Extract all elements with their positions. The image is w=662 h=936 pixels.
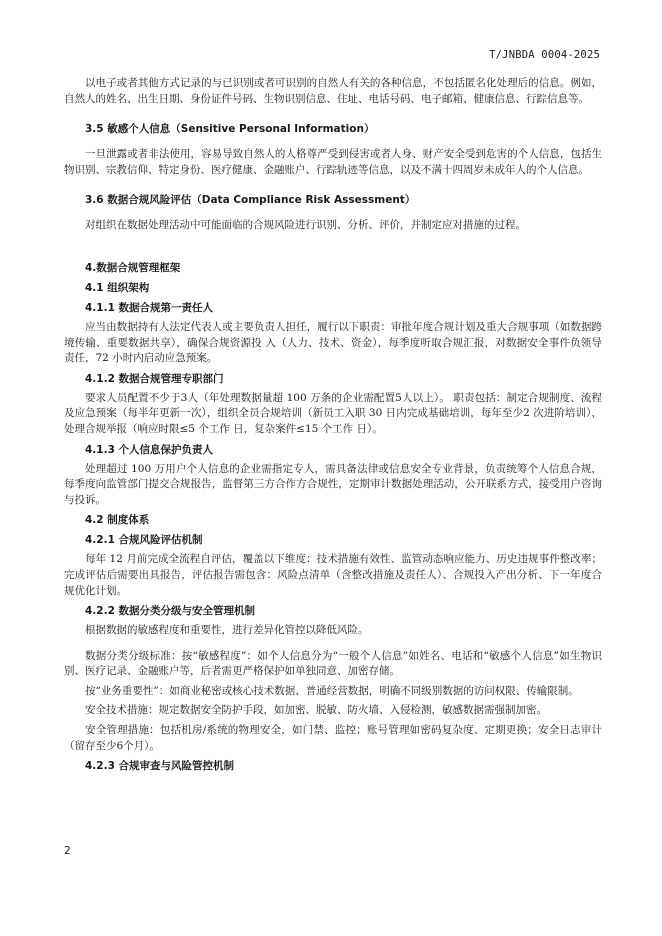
section-heading-4-2: 4.2 制度体系 [85,514,150,527]
section-heading-4-1-3: 4.1.3 个人信息保护负责人 [85,443,214,456]
section-4-1-3-paragraph: 处理超过 100 万用户个人信息的企业需指定专人，需具备法律或信息安全专业背景，负责统筹个人信息合规，每季度向监管部门提交合规报告，监督第三方合作方合规性，定期审计数据处理活动，公开联系方式，接受用户咨询与投诉。 [64,462,602,506]
page-body [64,76,602,774]
section-4-1-1-paragraph: 应当由数据持有人法定代表人或主要负责人担任，履行以下职责：审批年度合规计划及重大合规事项（如数据跨境传输、重要数据共享），确保合规资源投 入（人力、技术、资金），每季度听取合规汇报，对数据安全事件负领导责任，72 小时内启动应急预案。 [64,320,602,365]
document-standard-number: T/JNBDA 0004-2025 [489,49,600,61]
classification-standard-paragraph: 数据分类分级标准：按“敏感程度”：如个人信息分为“一般个人信息”如姓名、电话和“敏感个人信息”如生物识别、医疗记录、金融账户等，后者需更严格保护如单独同意、加密存储。 [64,649,602,678]
section-3-6-paragraph: 对组织在数据处理活动中可能面临的合规风险进行识别、分析、评价，并制定应对措施的过程。 [85,219,526,232]
security-technical-measures-paragraph: 安全技术措施：规定数据安全防护手段，如加密、脱敏、防火墙、入侵检测，敏感数据需强制加密。 [85,704,547,717]
section-heading-3-5: 3.5 敏感个人信息（Sensitive Personal Information） [85,123,375,136]
section-heading-3-6: 3.6 数据合规风险评估（Data Compliance Risk Assessment） [85,194,416,207]
section-heading-4-2-1: 4.2.1 合规风险评估机制 [85,534,203,547]
section-heading-4-1: 4.1 组织架构 [85,281,150,294]
definition-personal-information-paragraph: 以电子或者其他方式记录的与已识别或者可识别的自然人有关的各种信息，不包括匿名化处理后的信息。例如，自然人的姓名、出生日期、身份证件号码、生物识别信息、住址、电话号码、电子邮箱、健康信息、行踪信息等。 [64,77,602,105]
business-importance-paragraph: 按“业务重要性”：如商业秘密或核心技术数据、普通经营数据，明确不同级别数据的访问权限、传输限制。 [85,684,579,697]
section-4-2-1-paragraph: 每年 12 月前完成全流程自评估，覆盖以下维度：技术措施有效性、监管动态响应能力、历史违规事件整改率；完成评估后需要出具报告，评估报告需包含：风险点清单（含整改措施及责任人）、合规投入产出分析、下一年度合规优化计划。 [64,553,602,597]
section-3-5-paragraph: 一旦泄露或者非法使用，容易导致自然人的人格尊严受到侵害或者人身、财产安全受到危害的个人信息，包括生物识别、宗教信仰、特定身份、医疗健康、金融账户、行踪轨迹等信息，以及不满十四周岁未成年人的个人信息。 [64,148,602,176]
section-4-1-2-paragraph: 要求人员配置不少于3人（年处理数据量超 100 万条的企业需配置5人以上）。 职责包括：制定合规制度、流程及应急预案（每半年更新一次），组织全员合规培训（新员工入职 30 日内完成基础培训，每年至少2 次进阶培训），处理合规举报（响应时限≤5 个工作 日，复杂案件≤15 个工作 日）。 [64,391,602,435]
section-4-2-2-intro-paragraph: 根据数据的敏感程度和重要性，进行差异化管控以降低风险。 [85,624,369,637]
section-heading-4-2-2: 4.2.2 数据分类分级与安全管理机制 [85,605,256,618]
section-heading-4: 4.数据合规管理框架 [85,261,181,274]
page-number: 2 [64,845,71,857]
security-management-measures-paragraph: 安全管理措施：包括机房/系统的物理安全，如门禁、监控；账号管理如密码复杂度、定期更换；安全日志审计（留存至少6个月）。 [64,724,602,752]
section-heading-4-1-2: 4.1.2 数据合规管理专职部门 [85,372,224,385]
section-heading-4-1-1: 4.1.1 数据合规第一责任人 [85,301,214,314]
section-heading-4-2-3: 4.2.3 合规审查与风险管控机制 [85,760,235,773]
